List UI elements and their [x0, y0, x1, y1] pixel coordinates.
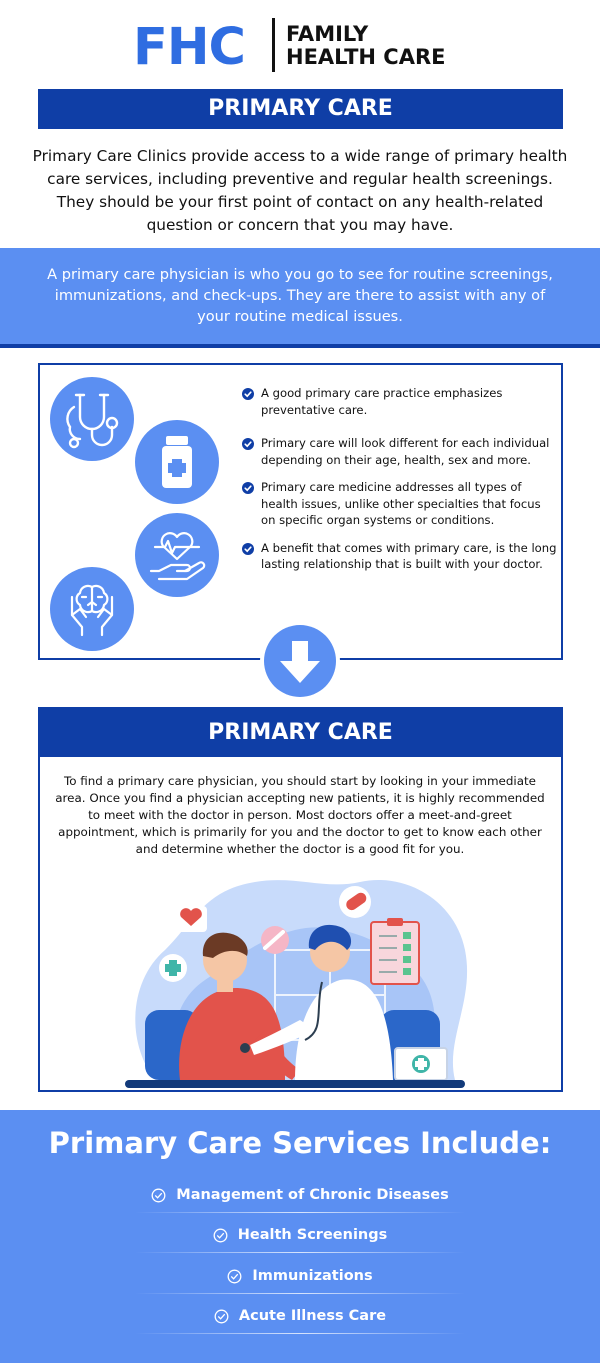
list-item [242, 479, 558, 529]
check-circle-icon [242, 388, 254, 400]
check-circle-outline-icon [213, 1228, 228, 1243]
logo-line-2: HEALTH CARE [286, 45, 446, 69]
service-item [135, 1264, 465, 1294]
logo-divider [272, 18, 275, 72]
check-circle-icon [242, 482, 254, 494]
heart-in-hand-icon [135, 513, 219, 597]
services-title: Primary Care Services Include: [48, 1126, 552, 1160]
benefits-list [242, 385, 558, 573]
service-item [135, 1183, 465, 1213]
list-item-text: Primary care medicine addresses all types of health issues, unlike other specialties that focus on specific organ systems or conditions. [261, 480, 541, 527]
service-label: Health Screenings [237, 1227, 388, 1243]
divider [135, 1252, 465, 1253]
services-section [0, 1110, 600, 1363]
logo-mark: FHC [133, 18, 245, 77]
arrow-down-icon [260, 621, 340, 701]
divider [135, 1333, 465, 1334]
heart-badge-icon [175, 906, 207, 932]
section-title-primary-care: PRIMARY CARE [38, 89, 563, 129]
list-item-text: Primary care will look different for each individual depending on their age, health, sex and more. [261, 436, 550, 467]
list-item [242, 540, 558, 573]
intro-paragraph: Primary Care Clinics provide access to a wide range of primary health care services, including preventive and regular health screenings. They should be your first point of contact on any health-related question or concern that you may have. [32, 147, 568, 234]
list-item [242, 385, 558, 418]
header [0, 14, 600, 76]
section-title-primary-care-2: PRIMARY CARE [38, 709, 563, 757]
service-label: Acute Illness Care [238, 1308, 387, 1324]
arrow-down-circle [264, 625, 336, 697]
service-item [135, 1223, 465, 1253]
benefits-box [38, 363, 563, 660]
divider [135, 1212, 465, 1213]
highlight-text: A primary care physician is who you go to see for routine screenings, immunizations, and check-ups. They are there to assist with any of your routine medical issues. [47, 266, 553, 325]
list-item-text: A benefit that comes with primary care, is the long lasting relationship that is built with your doctor. [261, 540, 557, 571]
service-label: Immunizations [252, 1268, 373, 1284]
find-physician-text: To find a primary care physician, you should start by looking in your immediate area. Once you find a physician accepting new patients, it is highly recommended to meet with the doctor in person. Most doctors offer a meet-and-greet appointment, which is primarily for you and the doctor to get to know each other and determine whether the doctor is a good fit for you. [55, 774, 545, 856]
doctor-patient-illustration [125, 870, 475, 1092]
service-label: Management of Chronic Diseases [176, 1187, 449, 1203]
logo-line-1: FAMILY [286, 22, 369, 46]
check-circle-icon [242, 543, 254, 555]
stethoscope-icon [50, 377, 134, 461]
list-item [242, 435, 558, 468]
medicine-bottle-icon [135, 420, 219, 504]
highlight-band [0, 248, 600, 348]
divider [135, 1293, 465, 1294]
brain-in-hands-icon [50, 567, 134, 651]
service-item [135, 1304, 465, 1334]
check-circle-icon [242, 438, 254, 450]
logo-text [286, 23, 445, 69]
check-circle-outline-icon [214, 1309, 229, 1324]
check-circle-outline-icon [151, 1188, 166, 1203]
check-circle-outline-icon [227, 1269, 242, 1284]
list-item-text: A good primary care practice emphasizes preventative care. [261, 386, 503, 417]
